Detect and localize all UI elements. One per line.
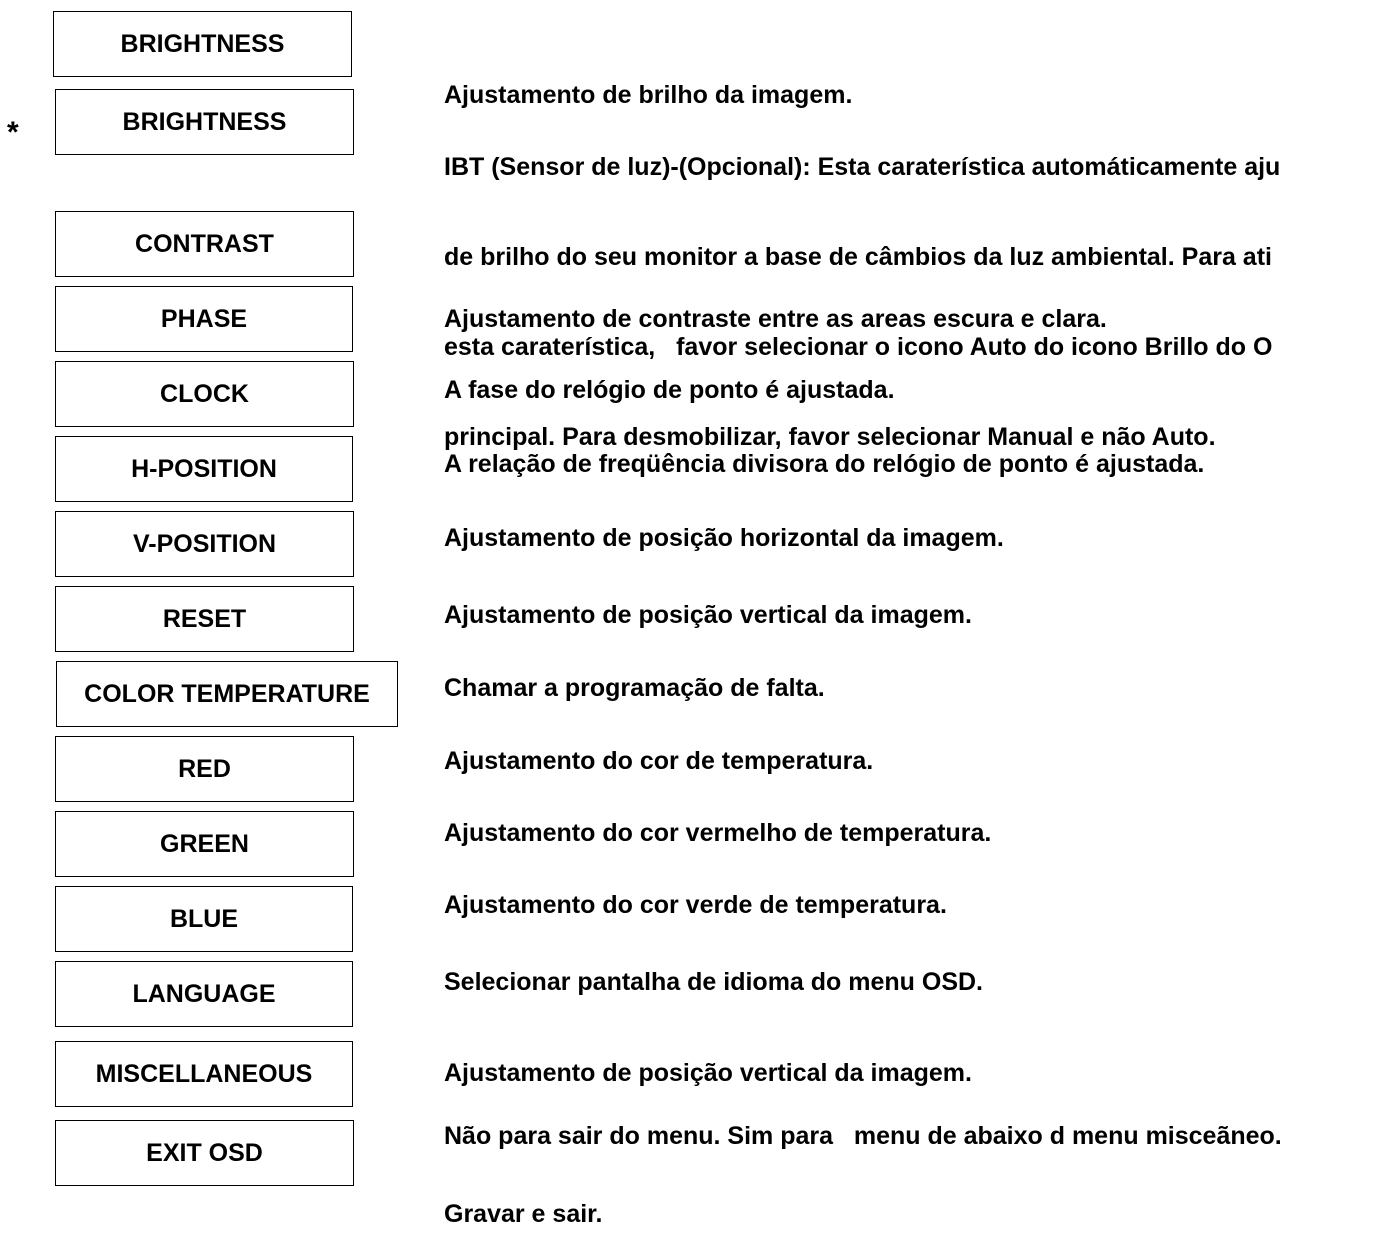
box-label: V-POSITION: [132, 529, 277, 558]
box-label: RED: [178, 754, 231, 783]
green-box: [55, 811, 354, 877]
description-line: Ajustamento de contraste entre as areas escura e clara.: [444, 305, 1107, 333]
footnote-asterisk: *: [7, 116, 19, 149]
description-line: Ajustamento de posição horizontal da imagem.: [444, 524, 1004, 552]
description-line: Ajustamento de posição vertical da imagem.: [444, 601, 972, 629]
box-label: EXIT OSD: [146, 1138, 263, 1167]
v-position-box: [55, 511, 354, 577]
box-label: GREEN: [160, 829, 249, 858]
description-line: IBT (Sensor de luz)-(Opcional): Esta caraterística automáticamente aju: [444, 153, 1281, 181]
exit-osd-box: [55, 1120, 354, 1186]
description-line: Chamar a programação de falta.: [444, 674, 825, 702]
box-label: BRIGHTNESS: [122, 107, 287, 136]
description-line: Selecionar pantalha de idioma do menu OSD.: [444, 968, 984, 996]
color-temperature-box: [56, 661, 398, 727]
description-line: A fase do relógio de ponto é ajustada.: [444, 376, 895, 404]
description-line: Ajustamento do cor vermelho de temperatura.: [444, 819, 992, 847]
brightness-box: [53, 11, 352, 77]
h-position-box: [55, 436, 353, 502]
box-label: MISCELLANEOUS: [95, 1059, 313, 1088]
box-label: LANGUAGE: [132, 979, 276, 1008]
box-label: COLOR TEMPERATURE: [84, 679, 370, 708]
miscellaneous-box: [55, 1041, 353, 1107]
description-line: Ajustamento de posição vertical da imagem.: [444, 1059, 972, 1087]
description-line: esta caraterística, favor selecionar o icono Auto do icono Brillo do O: [444, 333, 1273, 361]
box-label: RESET: [162, 604, 247, 633]
description-line: Ajustamento de brilho da imagem.: [444, 81, 853, 109]
exit-osd-description: [444, 1139, 602, 1259]
contrast-box: [55, 211, 354, 277]
blue-box: [55, 886, 353, 952]
description-line: Ajustamento do cor de temperatura.: [444, 747, 874, 775]
box-label: PHASE: [160, 304, 248, 333]
brightness-ibt-box: [55, 89, 354, 155]
description-line: principal. Para desmobilizar, favor selecionar Manual e não Auto.: [444, 423, 1216, 451]
description-line: Gravar e sair.: [444, 1200, 603, 1228]
box-label: H-POSITION: [131, 454, 277, 483]
language-box: [55, 961, 353, 1027]
box-label: BRIGHTNESS: [120, 29, 285, 58]
box-label: BLUE: [169, 904, 239, 933]
description-line: A relação de freqüência divisora do relógio de ponto é ajustada.: [444, 450, 1205, 478]
description-line: Ajustamento do cor verde de temperatura.: [444, 891, 947, 919]
phase-box: [55, 286, 353, 352]
reset-box: [55, 586, 354, 652]
description-line: de brilho do seu monitor a base de câmbios da luz ambiental. Para ati: [444, 243, 1272, 271]
box-label: CONTRAST: [135, 229, 274, 258]
description-line: Não para sair do menu. Sim para menu de abaixo d menu misceãneo.: [444, 1122, 1282, 1150]
box-label: CLOCK: [160, 379, 249, 408]
red-box: [55, 736, 354, 802]
clock-box: [55, 361, 354, 427]
